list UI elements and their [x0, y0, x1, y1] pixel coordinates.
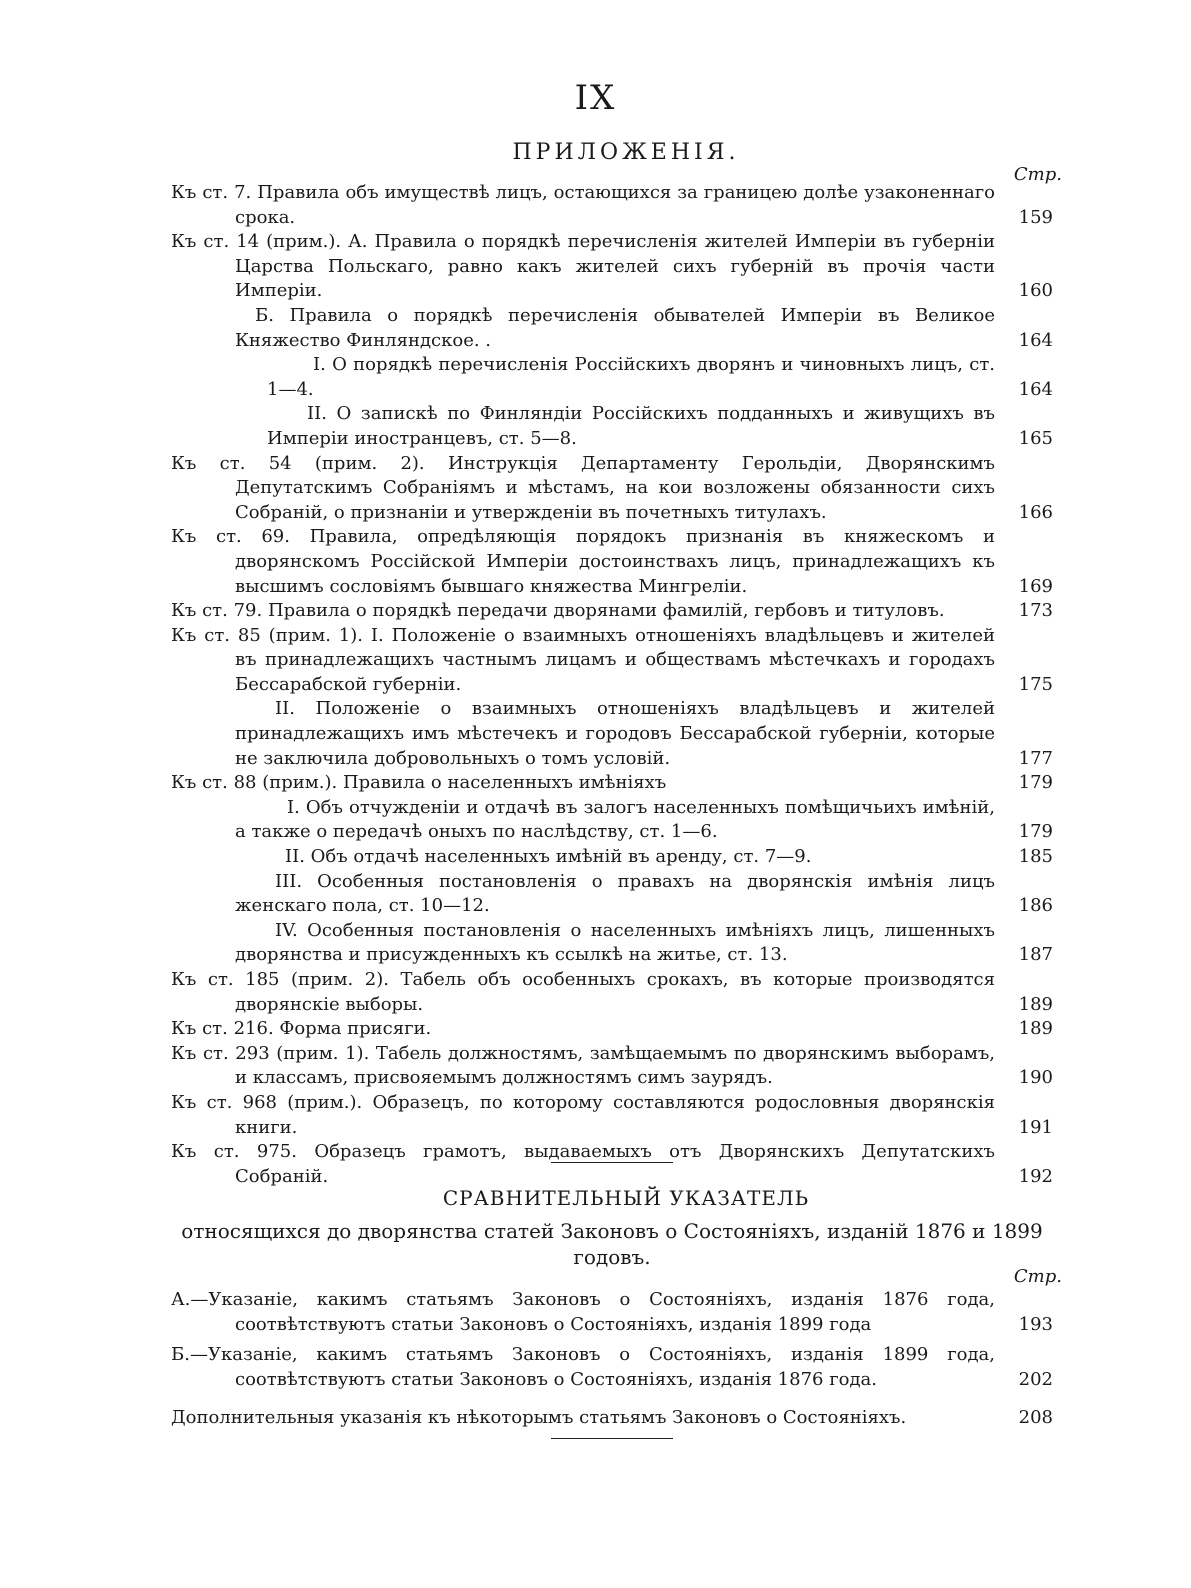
entry-lead: Къ ст. 54 (прим. 2). [171, 452, 425, 474]
entry-lead: Къ ст. 7. [171, 182, 252, 203]
toc-entry [171, 402, 1053, 451]
entry-page: 164 [1018, 329, 1053, 351]
toc-entry [171, 968, 1053, 1017]
entry-lead: Къ ст. 14 (прим.). [171, 231, 342, 253]
entry-lead: Къ ст. 293 (прим. 1). [171, 1042, 370, 1064]
entry-page: 202 [1018, 1368, 1053, 1390]
entry-text: Правила, опредѣляющія порядокъ признанія въ княжескомъ и дворянскомъ Россійской Имперіи достоинствахъ лицъ, принадлежащихъ къ высшимъ сословіямъ бывшаго княжества Мингреліи. [235, 526, 995, 597]
entry-page: 164 [1018, 378, 1053, 400]
entry-text: II. О запискѣ по Финляндіи Россійскихъ подданныхъ и живущихъ въ Имперіи иностранцевъ, ст. 5—8. [267, 403, 995, 449]
toc-entry [171, 599, 1053, 624]
entry-page: 189 [1018, 993, 1053, 1015]
entry-text: IV. Особенныя постановленія о населенныхъ имѣніяхъ лицъ, лишенныхъ дворянства и присужденныхъ къ ссылкѣ на житье, ст. 13. [235, 919, 995, 966]
page-column-header-2: Стр. [1013, 1266, 1062, 1287]
toc-entry [171, 1406, 1053, 1431]
entry-page: 177 [1018, 747, 1053, 769]
toc-entry [171, 181, 1053, 230]
entry-text: Табель объ особенныхъ срокахъ, въ которые производятся дворянскіе выборы. [235, 969, 995, 1015]
entry-lead: Къ ст. 79. [171, 600, 263, 622]
entry-text: А.—Указаніе, какимъ статьямъ Законовъ о Состояніяхъ, изданія 1876 года, соотвѣтствуютъ статьи Законовъ о Состояніяхъ, изданія 1899 года [171, 1289, 995, 1335]
toc-entry [171, 230, 1053, 304]
entry-text: Табель должностямъ, замѣщаемымъ по дворянскимъ выборамъ, и классамъ, присвояемымъ должностямъ симъ заурядъ. [235, 1042, 995, 1089]
entry-text: Правила объ имуществѣ лицъ, остающихся за границею долѣе узаконеннаго срока. [235, 182, 995, 228]
toc-entry [171, 452, 1053, 526]
entry-page: 193 [1018, 1313, 1053, 1335]
toc-entry [171, 304, 1053, 353]
entry-text: Б. Правила о порядкѣ перечисленія обывателей Имперіи въ Великое Княжество Финляндское. . [235, 304, 995, 351]
entry-text: III. Особенныя постановленія о правахъ на дворянскія имѣнія лицъ женскаго пола, ст. 10—12. [235, 870, 995, 917]
entry-page: 169 [1018, 575, 1053, 597]
toc-entry [171, 1017, 1053, 1042]
entry-page: 187 [1018, 944, 1053, 966]
page-number: IX [574, 78, 617, 118]
section-subtitle: относящихся до дворянства статей Законовъ о Состояніяхъ, изданій 1876 и 1899 годовъ. [181, 1219, 1043, 1269]
toc-entry [171, 1091, 1053, 1140]
section-divider-bottom [551, 1438, 673, 1439]
toc-entry [171, 1343, 1053, 1392]
entry-text: Форма присяги. [279, 1018, 432, 1040]
entry-text: II. Положеніе о взаимныхъ отношеніяхъ владѣльцевъ и жителей принадлежащихъ имъ мѣстечекъ и городовъ Бессарабской губерніи, которые не заключила добровольныхъ о томъ условій. [235, 698, 995, 769]
toc-entry [171, 1042, 1053, 1091]
entry-page: 159 [1018, 206, 1053, 228]
toc-entry [171, 845, 1053, 870]
entry-text: Правила о населенныхъ имѣніяхъ [342, 772, 667, 794]
toc-entry [171, 919, 1053, 968]
entry-page: 186 [1018, 895, 1053, 917]
entry-text: А. Правила о порядкѣ перечисленія жителей Имперіи въ губерніи Царства Польскаго, равно какъ жителей сихъ губерній въ прочія части Имперіи. [235, 231, 995, 302]
entry-text: Образецъ, по которому составляются родословныя дворянскія книги. [235, 1091, 995, 1138]
entry-text: Правила о порядкѣ передачи дворянами фамилій, гербовъ и титуловъ. [267, 600, 945, 622]
toc-entry [171, 771, 1053, 796]
entry-text: I. Объ отчужденіи и отдачѣ въ залогъ населенныхъ помѣщичьихъ имѣній, а также о передачѣ оныхъ по наслѣдству, ст. 1—6. [235, 796, 995, 843]
entry-lead: Къ ст. 69. [171, 526, 290, 548]
toc-entry [171, 525, 1053, 599]
appendices-list [171, 181, 1053, 1189]
entry-page: 175 [1018, 673, 1053, 695]
entry-page: 191 [1018, 1116, 1053, 1138]
entry-page: 189 [1018, 1018, 1053, 1040]
entry-page: 165 [1018, 427, 1053, 449]
entry-lead: Къ ст. 975. [171, 1141, 297, 1163]
section-divider [551, 1162, 673, 1163]
toc-entry [171, 796, 1053, 845]
entry-page: 173 [1018, 600, 1053, 622]
entry-page: 208 [1018, 1407, 1053, 1429]
entry-lead: Къ ст. 968 (прим.). [171, 1091, 363, 1113]
entry-text: I. О порядкѣ перечисленія Россійскихъ дворянъ и чиновныхъ лицъ, ст. 1—4. [267, 354, 995, 400]
entry-page: 192 [1018, 1165, 1053, 1187]
comparative-index-list [171, 1288, 1053, 1431]
entry-text: Б.—Указаніе, какимъ статьямъ Законовъ о Состояніяхъ, изданія 1899 года, соотвѣтствуютъ статьи Законовъ о Состояніяхъ, изданія 1876 года. [171, 1344, 995, 1390]
entry-page: 185 [1018, 846, 1053, 868]
entry-page: 179 [1018, 772, 1053, 794]
section-title-comparative-index: СРАВНИТЕЛЬНЫЙ УКАЗАТЕЛЬ [442, 1186, 810, 1210]
page-column-header: Стр. [1013, 164, 1062, 185]
toc-entry [171, 1140, 1053, 1189]
entry-text: Дополнительныя указанія къ нѣкоторымъ статьямъ Законовъ о Состояніяхъ. [171, 1407, 907, 1429]
entry-lead: Къ ст. 216. [171, 1018, 274, 1040]
toc-entry [171, 870, 1053, 919]
entry-text: Образецъ грамотъ, выдаваемыхъ отъ Дворянскихъ Депутатскихъ Собраній. [235, 1141, 995, 1187]
entry-page: 166 [1018, 501, 1053, 523]
entry-page: 179 [1018, 821, 1053, 843]
entry-text: I. Положеніе о взаимныхъ отношеніяхъ владѣльцевъ и жителей въ принадлежащихъ частнымъ лицамъ и обществамъ мѣстечкахъ и городахъ Бессарабской губерніи. [235, 624, 995, 695]
entry-page: 190 [1018, 1067, 1053, 1089]
entry-text: II. Объ отдачѣ населенныхъ имѣній въ аренду, ст. 7—9. [285, 846, 812, 868]
section-title-appendices: ПРИЛОЖЕНІЯ. [512, 140, 740, 165]
entry-lead: Къ ст. 185 (прим. 2). [171, 969, 389, 990]
toc-entry [171, 697, 1053, 771]
entry-text: Инструкція Департаменту Герольдіи, Дворянскимъ Депутатскимъ Собраніямъ и мѣстамъ, на кои возложены обязанности сихъ Собраній, о признаніи и утвержденіи въ почетныхъ титулахъ. [235, 452, 995, 523]
entry-page: 160 [1018, 280, 1053, 302]
toc-entry [171, 624, 1053, 698]
entry-lead: Къ ст. 88 (прим.). [171, 772, 338, 794]
toc-entry [171, 1288, 1053, 1337]
entry-lead: Къ ст. 85 (прим. 1). [171, 624, 364, 646]
toc-entry [171, 353, 1053, 402]
